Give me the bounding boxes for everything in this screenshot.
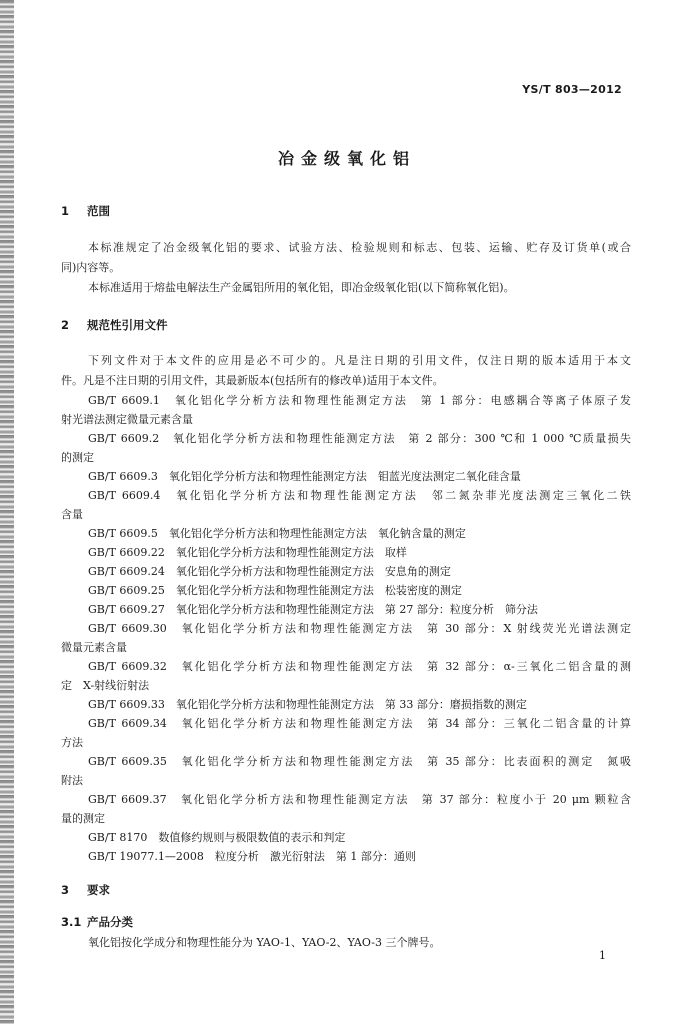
paragraph-line: 同)内容等。 [61,261,121,274]
section-3-1-heading [61,914,133,930]
document-title: 冶金级氧化铝 [277,149,416,168]
section-title: 要求 [87,883,110,897]
reference-entry: GB/T 8170 数值修约规则与极限数值的表示和判定 [88,831,346,844]
reference-entry: GB/T 6609.22 氧化铝化学分析方法和物理性能测定方法 取样 [88,546,407,559]
reference-entry: GB/T 6609.34 氧化铝化学分析方法和物理性能测定方法 第 34 部分：三氧化二铝含量的计算 [88,717,631,730]
reference-entry: GB/T 6609.1 氧化铝化学分析方法和物理性能测定方法 第 1 部分：电感耦合等离子体原子发 [88,394,631,407]
section-number: 1 [61,204,70,218]
reference-entry: GB/T 19077.1—2008 粒度分析 激光衍射法 第 1 部分：通则 [88,850,416,863]
standard-number: YS/T 803—2012 [522,83,622,96]
reference-entry: GB/T 6609.3 氧化铝化学分析方法和物理性能测定方法 钼蓝光度法测定二氧化硅含量 [88,470,521,483]
reference-entry: GB/T 6609.4 氧化铝化学分析方法和物理性能测定方法 邻二氮杂菲光度法测定三氧化二铁 [88,489,631,502]
paragraph-line: 本标准规定了冶金级氧化铝的要求、试验方法、检验规则和标志、包装、运输、贮存及订货单(或合 [88,241,631,254]
section-3-heading [61,882,110,898]
reference-entry: GB/T 6609.27 氧化铝化学分析方法和物理性能测定方法 第 27 部分：粒度分析 筛分法 [88,603,538,616]
reference-entry: GB/T 6609.37 氧化铝化学分析方法和物理性能测定方法 第 37 部分：粒度小于 20 μm 颗粒含 [88,793,631,806]
paragraph-line: 件。凡是不注日期的引用文件，其最新版本(包括所有的修改单)适用于本文件。 [61,374,444,387]
paragraph-line: 下列文件对于本文件的应用是必不可少的。凡是注日期的引用文件，仅注日期的版本适用于本文 [88,354,631,367]
reference-entry-cont: 定 X-射线衍射法 [61,679,150,692]
reference-entry: GB/T 6609.24 氧化铝化学分析方法和物理性能测定方法 安息角的测定 [88,565,451,578]
reference-entry-cont: 方法 [61,736,83,749]
section-number: 2 [61,318,70,332]
reference-entry-cont: 附法 [61,774,83,787]
reference-entry: GB/T 6609.25 氧化铝化学分析方法和物理性能测定方法 松装密度的测定 [88,584,462,597]
section-title: 范围 [87,204,110,218]
reference-entry-cont: 射光谱法测定微量元素含量 [61,413,193,426]
reference-entry-cont: 微量元素含量 [61,641,127,654]
section-title: 规范性引用文件 [87,318,168,332]
reference-entry: GB/T 6609.32 氧化铝化学分析方法和物理性能测定方法 第 32 部分：α-三氧化二铝含量的测 [88,660,631,673]
section-title: 产品分类 [87,915,133,929]
reference-entry-cont: 量的测定 [61,812,105,825]
section-number: 3.1 [61,915,82,929]
section-2-heading [61,317,168,333]
section-1-heading [61,203,110,219]
reference-entry-cont: 的测定 [61,451,94,464]
reference-entry: GB/T 6609.2 氧化铝化学分析方法和物理性能测定方法 第 2 部分：300 ℃和 1 000 ℃质量损失 [88,432,631,445]
reference-entry: GB/T 6609.33 氧化铝化学分析方法和物理性能测定方法 第 33 部分：磨损指数的测定 [88,698,527,711]
reference-entry: GB/T 6609.30 氧化铝化学分析方法和物理性能测定方法 第 30 部分：X 射线荧光光谱法测定 [88,622,631,635]
reference-entry: GB/T 6609.5 氧化铝化学分析方法和物理性能测定方法 氧化钠含量的测定 [88,527,466,540]
page-number: 1 [599,949,606,962]
paragraph-line: 本标准适用于熔盐电解法生产金属铝所用的氧化铝，即冶金级氧化铝(以下简称氧化铝)。 [88,281,515,294]
section-number: 3 [61,883,70,897]
reference-entry: GB/T 6609.35 氧化铝化学分析方法和物理性能测定方法 第 35 部分：比表面积的测定 氮吸 [88,755,631,768]
reference-entry-cont: 含量 [61,508,83,521]
paragraph-line: 氧化铝按化学成分和物理性能分为 YAO-1、YAO-2、YAO-3 三个牌号。 [88,936,441,949]
